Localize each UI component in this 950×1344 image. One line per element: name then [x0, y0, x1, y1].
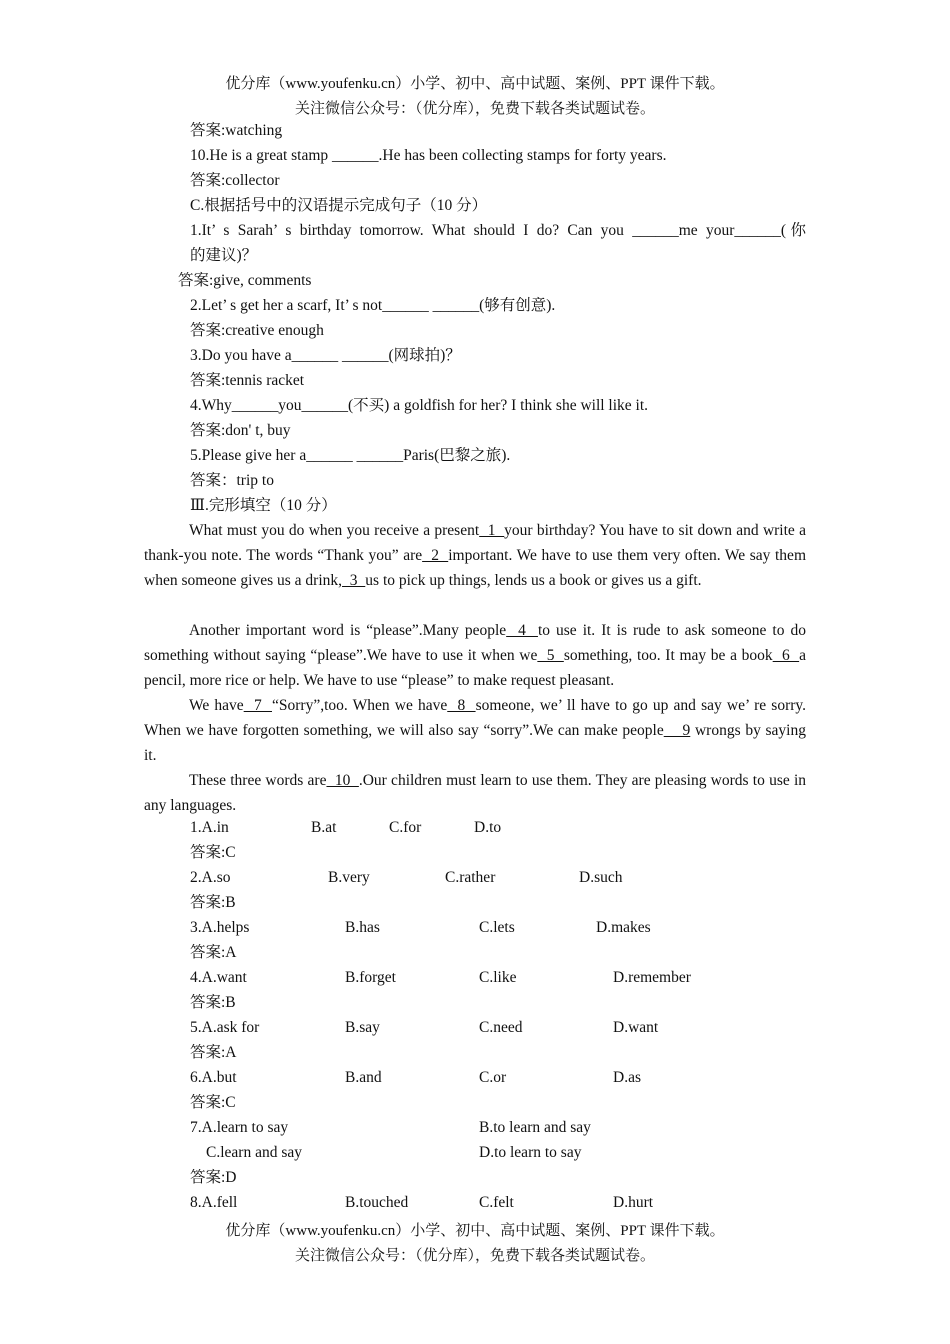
q1-option-c: C.for [389, 819, 422, 836]
footer-line-2: 关注微信公众号：（优分库），免费下载各类试题试卷。 [294, 1248, 655, 1264]
q6-option-b: B.and [345, 1069, 382, 1086]
cloze-paragraph-2: Another important word is “please”.Many people 4 to use it. It is rude to ask someone to do something without saying “please”.We have to use it when we 5 something, too. It may be a book 6 a pencil, more rice or help. We have to use “please” to make request pleasant. [144, 622, 807, 689]
cloze-paragraph-1: What must you do when you receive a present 1 your birthday? You have to sit down and write a thank-you note. The words “Thank you” are 2 important. We have to use them very often. We say them when someone gives us a drink, 3 us to pick up things, lends us a book or gives us a gift. [144, 522, 806, 589]
question-c1-line2: 的建议)？ [190, 247, 258, 264]
q1-answer: 答案:C [190, 844, 236, 861]
q5-option-c: C.need [479, 1019, 523, 1036]
question-c1-line1: 1.It’ s Sarah’ s birthday tomorrow. What should I do? Can you ______me your______(你 [190, 222, 806, 239]
q8-option-b: B.touched [345, 1194, 409, 1211]
q1-option-d: D.to [474, 819, 502, 836]
blank-8: 8 [447, 697, 476, 714]
q3-option-a: 3.A.helps [190, 919, 250, 936]
answer-c4: 答案:don' t, buy [190, 422, 291, 439]
header-line-1: 优分库（www.youfenku.cn）小学、初中、高中试题、案例、PPT 课件下载。 [225, 76, 725, 92]
q4-option-a: 4.A.want [190, 969, 247, 986]
blank-6: 6 [772, 647, 800, 664]
q8-option-a: 8.A.fell [190, 1194, 238, 1211]
header-line-2: 关注微信公众号：（优分库），免费下载各类试题试卷。 [294, 101, 655, 117]
blank-9: 9 [663, 722, 691, 739]
cloze-paragraph-3: We have 7 “Sorry”,too. When we have 8 someone, we’ ll have to go up and say we’ re sorry. When we have forgotten something, we will also say “sorry”.We can make people 9 wrongs by saying it. [144, 697, 807, 764]
q3-answer: 答案:A [190, 944, 237, 961]
blank-5: 5 [537, 647, 564, 664]
q2-option-a: 2.A.so [190, 869, 231, 886]
answer-b10: 答案:collector [190, 172, 280, 189]
blank-2: 2 [422, 547, 449, 564]
q2-option-c: C.rather [445, 869, 496, 886]
blank-3: 3 [342, 572, 366, 589]
q7-answer: 答案:D [190, 1169, 237, 1186]
answer-c1: 答案:give, comments [178, 272, 312, 289]
q5-option-a: 5.A.ask for [190, 1019, 260, 1036]
answer-c5: 答案：trip to [190, 472, 274, 489]
blank-10: 10 [326, 772, 359, 789]
q4-option-d: D.remember [613, 969, 691, 986]
q7-option-c: C.learn and say [206, 1144, 302, 1161]
q6-option-c: C.or [479, 1069, 507, 1086]
q3-option-b: B.has [345, 919, 380, 936]
q1-option-a: 1.A.in [190, 819, 229, 836]
section-c-title: C.根据括号中的汉语提示完成句子（10 分） [190, 197, 488, 214]
q6-option-d: D.as [613, 1069, 641, 1086]
answer-c3: 答案:tennis racket [190, 372, 305, 389]
q4-answer: 答案:B [190, 994, 236, 1011]
q6-option-a: 6.A.but [190, 1069, 237, 1086]
q3-option-c: C.lets [479, 919, 515, 936]
q4-option-b: B.forget [345, 969, 396, 986]
q7-option-b: B.to learn and say [479, 1119, 591, 1136]
q1-option-b: B.at [311, 819, 337, 836]
cloze-paragraph-4: These three words are 10 .Our children must learn to use them. They are pleasing words to use in any languages. [144, 772, 807, 814]
q7-option-d: D.to learn to say [479, 1144, 582, 1161]
q8-option-c: C.felt [479, 1194, 514, 1211]
question-c5: 5.Please give her a______ ______Paris(巴黎之旅). [190, 447, 511, 464]
q8-option-d: D.hurt [613, 1194, 654, 1211]
q2-option-d: D.such [579, 869, 623, 886]
question-c4: 4.Why______you______(不买) a goldfish for her? I think she will like it. [190, 397, 649, 414]
blank-7: 7 [243, 697, 272, 714]
question-b10: 10.He is a great stamp ______.He has been collecting stamps for forty years. [190, 147, 667, 164]
q3-option-d: D.makes [596, 919, 651, 936]
q5-answer: 答案:A [190, 1044, 237, 1061]
question-c2: 2.Let’ s get her a scarf, It’ s not______ ______(够有创意). [190, 297, 556, 314]
q2-option-b: B.very [328, 869, 370, 886]
q5-option-b: B.say [345, 1019, 380, 1036]
answer-b9: 答案:watching [190, 122, 283, 139]
question-c3: 3.Do you have a______ ______(网球拍)？ [190, 347, 461, 364]
answer-c2: 答案:creative enough [190, 322, 324, 339]
q5-option-d: D.want [613, 1019, 659, 1036]
q4-option-c: C.like [479, 969, 517, 986]
blank-4: 4 [506, 622, 538, 639]
blank-1: 1 [479, 522, 505, 539]
cloze-title: Ⅲ.完形填空（10 分） [190, 497, 337, 514]
footer-line-1: 优分库（www.youfenku.cn）小学、初中、高中试题、案例、PPT 课件下载。 [225, 1223, 725, 1239]
q2-answer: 答案:B [190, 894, 236, 911]
q6-answer: 答案:C [190, 1094, 236, 1111]
q7-option-a: 7.A.learn to say [190, 1119, 289, 1136]
